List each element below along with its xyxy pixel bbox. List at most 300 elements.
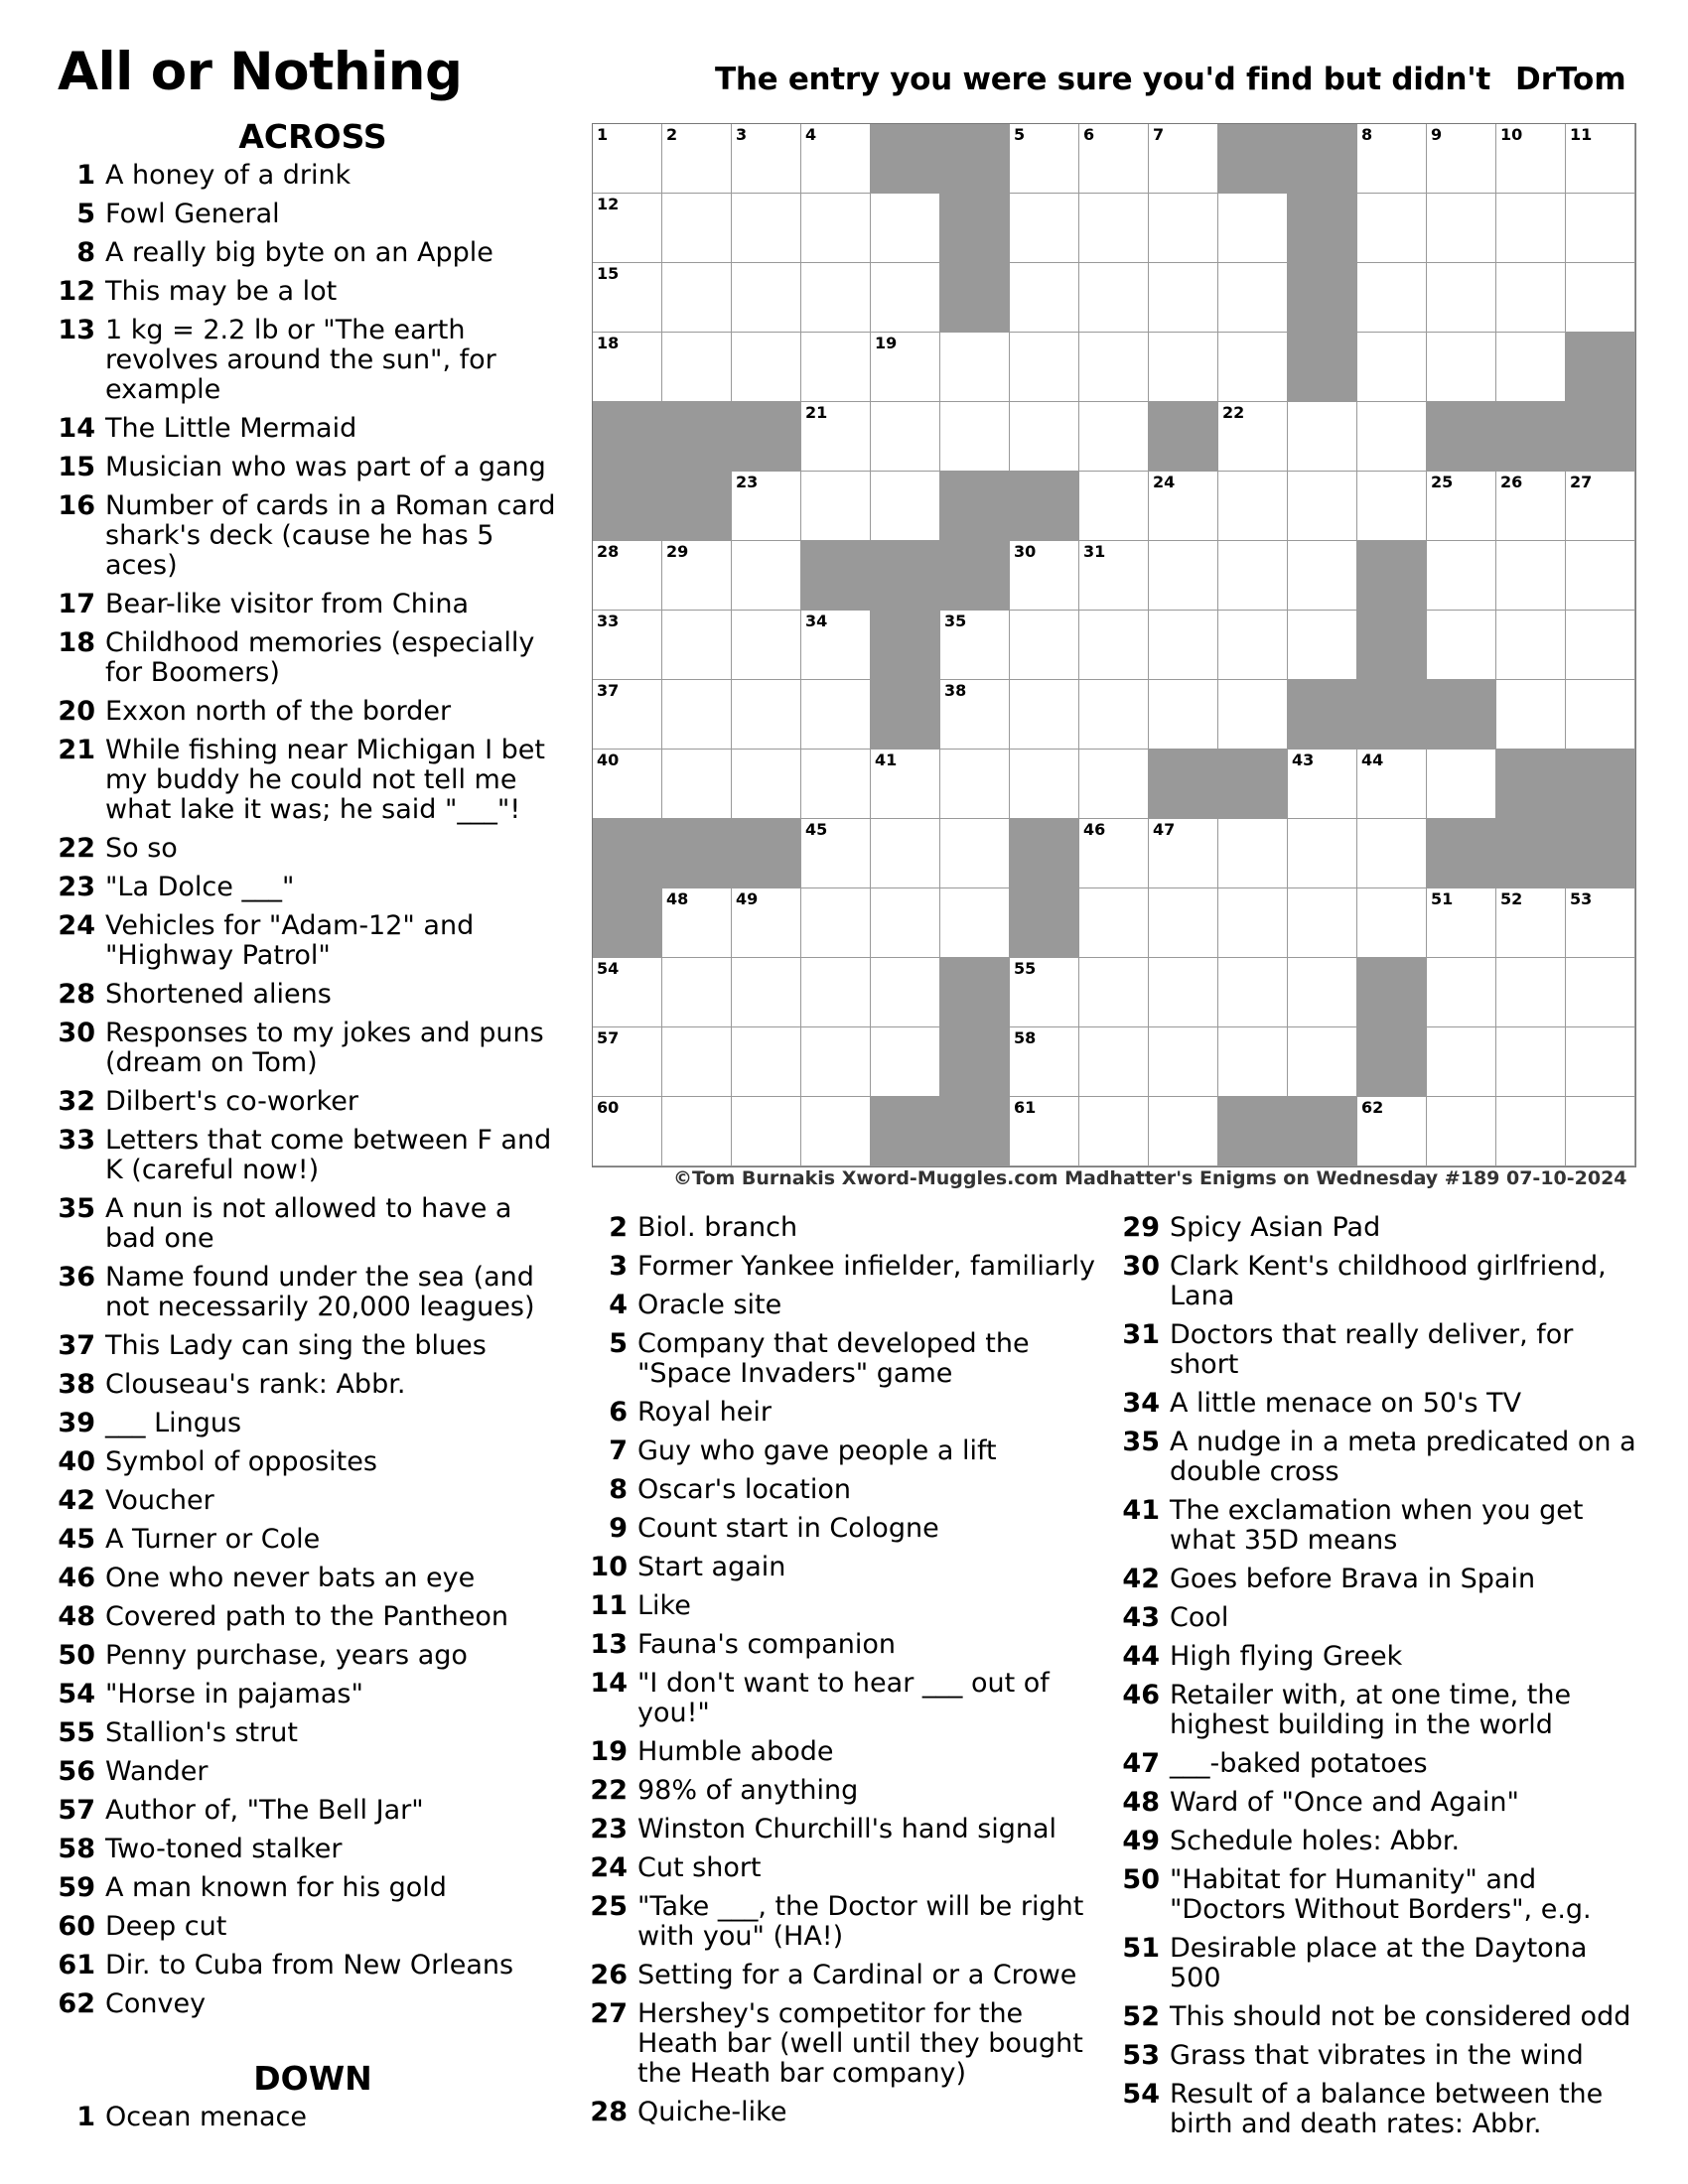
clue-number: 36 (58, 1262, 95, 1293)
grid-cell[interactable] (1496, 611, 1566, 680)
clue-text: Shortened aliens (105, 979, 332, 1010)
across-clue-17[interactable] (58, 590, 566, 619)
grid-cell[interactable] (593, 263, 662, 333)
across-clue-37[interactable] (58, 1331, 566, 1361)
down-clue-41[interactable] (1122, 1496, 1638, 1556)
grid-cell[interactable] (732, 958, 801, 1027)
down-clue-8[interactable] (590, 1475, 1096, 1505)
puzzle-subtitle: The entry you were sure you'd find but didn't (715, 62, 1490, 97)
grid-cell[interactable] (801, 680, 871, 750)
across-clue-39[interactable] (58, 1409, 566, 1438)
down-clue-46[interactable] (1122, 1681, 1638, 1740)
cell-number: 43 (1292, 751, 1315, 769)
across-clue-46[interactable] (58, 1564, 566, 1593)
grid-cell[interactable] (871, 333, 940, 402)
clue-text: Clark Kent's childhood girlfriend, Lana (1170, 1251, 1607, 1311)
grid-cell[interactable] (940, 333, 1010, 402)
grid-cell[interactable] (801, 194, 871, 263)
grid-cell[interactable] (1427, 888, 1496, 958)
grid-cell[interactable] (1079, 1097, 1149, 1166)
grid-cell[interactable] (1496, 888, 1566, 958)
grid-cell[interactable] (1427, 194, 1496, 263)
down-clue-43[interactable] (1122, 1603, 1638, 1633)
down-clue-50[interactable] (1122, 1865, 1638, 1925)
grid-cell[interactable] (1288, 819, 1357, 888)
grid-cell[interactable] (1010, 680, 1079, 750)
grid-cell[interactable] (871, 472, 940, 541)
down-clue-51[interactable] (1122, 1934, 1638, 1993)
grid-cell[interactable] (801, 333, 871, 402)
clue-text: 98% of anything (637, 1775, 859, 1806)
grid-cell[interactable] (1218, 611, 1288, 680)
grid-cell[interactable] (1218, 888, 1288, 958)
down-clue-24[interactable] (590, 1853, 1096, 1883)
across-clue-40[interactable] (58, 1447, 566, 1477)
grid-cell[interactable] (1288, 1027, 1357, 1097)
grid-cell[interactable] (1079, 263, 1149, 333)
clue-text: Wander (105, 1756, 209, 1787)
down-clue-28[interactable] (590, 2098, 1096, 2127)
across-clue-21[interactable] (58, 736, 566, 825)
down-clue-5[interactable] (590, 1329, 1096, 1389)
grid-cell[interactable] (1427, 263, 1496, 333)
grid-cell[interactable] (732, 263, 801, 333)
grid-cell[interactable] (732, 1027, 801, 1097)
grid-cell[interactable] (1427, 541, 1496, 611)
grid-cell[interactable] (1496, 263, 1566, 333)
across-clue-15[interactable] (58, 453, 566, 482)
grid-cell[interactable] (1218, 819, 1288, 888)
grid-cell[interactable] (1149, 888, 1218, 958)
clue-number: 15 (58, 452, 95, 482)
grid-cell[interactable] (1079, 402, 1149, 472)
clue-number: 35 (58, 1193, 95, 1224)
grid-cell[interactable] (940, 402, 1010, 472)
grid-cell[interactable] (1288, 750, 1357, 819)
down-clue-11[interactable] (590, 1591, 1096, 1621)
grid-cell[interactable] (1496, 680, 1566, 750)
grid-cell[interactable] (1566, 472, 1635, 541)
across-clue-55[interactable] (58, 1718, 566, 1748)
grid-cell[interactable] (593, 194, 662, 263)
grid-cell[interactable] (801, 1097, 871, 1166)
grid-cell[interactable] (1357, 750, 1427, 819)
clue-number: 40 (58, 1446, 95, 1477)
grid-cell[interactable] (1010, 958, 1079, 1027)
grid-cell[interactable] (1079, 472, 1149, 541)
across-clue-1[interactable] (58, 161, 566, 191)
down-clue-26[interactable] (590, 1961, 1096, 1990)
across-clue-28[interactable] (58, 980, 566, 1010)
clue-text: Voucher (105, 1485, 214, 1516)
grid-cell[interactable] (662, 124, 732, 194)
grid-cell[interactable] (662, 1027, 732, 1097)
grid-cell[interactable] (1357, 402, 1427, 472)
grid-cell[interactable] (1079, 819, 1149, 888)
grid-cell[interactable] (1357, 263, 1427, 333)
across-clue-42[interactable] (58, 1486, 566, 1516)
grid-cell[interactable] (593, 611, 662, 680)
down-clue-35[interactable] (1122, 1428, 1638, 1487)
grid-block (871, 541, 940, 611)
grid-cell[interactable] (801, 1027, 871, 1097)
down-clue-9[interactable] (590, 1514, 1096, 1544)
grid-cell[interactable] (1357, 333, 1427, 402)
grid-cell[interactable] (662, 1097, 732, 1166)
grid-block (1218, 1097, 1288, 1166)
down-clue-54[interactable] (1122, 2080, 1638, 2139)
grid-cell[interactable] (940, 611, 1010, 680)
grid-cell[interactable] (1010, 1027, 1079, 1097)
across-clue-50[interactable] (58, 1641, 566, 1671)
down-clue-31[interactable] (1122, 1320, 1638, 1380)
across-clue-24[interactable] (58, 911, 566, 971)
grid-cell[interactable] (1149, 680, 1218, 750)
across-clue-48[interactable] (58, 1602, 566, 1632)
down-clue-49[interactable] (1122, 1827, 1638, 1856)
down-clue-1[interactable] (58, 2103, 566, 2132)
cell-number: 5 (1014, 125, 1026, 144)
down-clue-53[interactable] (1122, 2041, 1638, 2071)
grid-cell[interactable] (1079, 611, 1149, 680)
across-clue-58[interactable] (58, 1835, 566, 1864)
grid-cell[interactable] (871, 750, 940, 819)
grid-cell[interactable] (662, 263, 732, 333)
down-clue-47[interactable] (1122, 1749, 1638, 1779)
grid-cell[interactable] (1218, 1027, 1288, 1097)
grid-cell[interactable] (1288, 402, 1357, 472)
grid-cell[interactable] (1496, 1027, 1566, 1097)
grid-cell[interactable] (1427, 472, 1496, 541)
clue-number: 28 (590, 2097, 628, 2127)
crossword-grid (592, 123, 1636, 1167)
down-clue-10[interactable] (590, 1553, 1096, 1582)
grid-cell[interactable] (593, 958, 662, 1027)
grid-cell[interactable] (871, 194, 940, 263)
down-clue-14[interactable] (590, 1669, 1096, 1728)
across-clue-33[interactable] (58, 1126, 566, 1185)
grid-cell[interactable] (1010, 611, 1079, 680)
grid-cell[interactable] (1357, 194, 1427, 263)
grid-cell[interactable] (940, 888, 1010, 958)
grid-cell[interactable] (1010, 194, 1079, 263)
grid-cell[interactable] (1566, 194, 1635, 263)
grid-cell[interactable] (1496, 541, 1566, 611)
clue-number: 58 (58, 1834, 95, 1864)
grid-cell[interactable] (662, 541, 732, 611)
grid-cell[interactable] (1149, 819, 1218, 888)
across-clue-20[interactable] (58, 697, 566, 727)
across-clue-54[interactable] (58, 1680, 566, 1709)
grid-block (1288, 263, 1357, 333)
grid-cell[interactable] (1496, 333, 1566, 402)
grid-cell[interactable] (801, 402, 871, 472)
grid-cell[interactable] (1079, 124, 1149, 194)
down-clue-4[interactable] (590, 1291, 1096, 1320)
grid-cell[interactable] (1427, 333, 1496, 402)
grid-cell[interactable] (1357, 472, 1427, 541)
grid-cell[interactable] (1566, 1027, 1635, 1097)
grid-cell[interactable] (1079, 680, 1149, 750)
down-clue-48[interactable] (1122, 1788, 1638, 1818)
grid-cell[interactable] (1079, 888, 1149, 958)
grid-cell[interactable] (1149, 263, 1218, 333)
grid-cell[interactable] (593, 541, 662, 611)
down-clue-list-col3 (1122, 1213, 1638, 2148)
grid-cell[interactable] (593, 680, 662, 750)
grid-cell[interactable] (801, 263, 871, 333)
across-clue-12[interactable] (58, 277, 566, 307)
down-clue-13[interactable] (590, 1630, 1096, 1660)
cell-number: 24 (1153, 473, 1176, 491)
down-clue-6[interactable] (590, 1398, 1096, 1428)
grid-cell[interactable] (1010, 124, 1079, 194)
grid-cell[interactable] (662, 680, 732, 750)
grid-cell[interactable] (1010, 402, 1079, 472)
grid-cell[interactable] (1496, 472, 1566, 541)
across-clue-list (58, 161, 566, 2028)
grid-cell[interactable] (940, 680, 1010, 750)
cell-number: 6 (1083, 125, 1095, 144)
grid-cell[interactable] (1149, 333, 1218, 402)
grid-cell[interactable] (1427, 750, 1496, 819)
grid-cell[interactable] (801, 819, 871, 888)
grid-cell[interactable] (1566, 888, 1635, 958)
grid-cell[interactable] (1566, 541, 1635, 611)
down-clue-23[interactable] (590, 1815, 1096, 1844)
across-clue-16[interactable] (58, 491, 566, 581)
grid-cell[interactable] (1288, 958, 1357, 1027)
grid-cell[interactable] (732, 194, 801, 263)
grid-cell[interactable] (871, 819, 940, 888)
grid-cell[interactable] (732, 750, 801, 819)
grid-cell[interactable] (801, 611, 871, 680)
across-clue-30[interactable] (58, 1019, 566, 1078)
across-clue-32[interactable] (58, 1087, 566, 1117)
grid-cell[interactable] (662, 333, 732, 402)
across-clue-8[interactable] (58, 238, 566, 268)
grid-cell[interactable] (1566, 124, 1635, 194)
clue-text: Desirable place at the Daytona 500 (1170, 1933, 1588, 1993)
across-clue-45[interactable] (58, 1525, 566, 1555)
grid-cell[interactable] (1149, 194, 1218, 263)
clue-number: 11 (590, 1590, 628, 1621)
across-clue-35[interactable] (58, 1194, 566, 1254)
grid-cell[interactable] (662, 750, 732, 819)
grid-cell[interactable] (801, 750, 871, 819)
grid-cell[interactable] (1496, 1097, 1566, 1166)
grid-cell[interactable] (1427, 958, 1496, 1027)
cell-number: 58 (1014, 1028, 1037, 1047)
grid-cell[interactable] (1218, 333, 1288, 402)
grid-cell[interactable] (1427, 124, 1496, 194)
down-clue-19[interactable] (590, 1737, 1096, 1767)
grid-cell[interactable] (1566, 958, 1635, 1027)
across-clue-23[interactable] (58, 873, 566, 902)
grid-cell[interactable] (662, 888, 732, 958)
clue-number: 61 (58, 1950, 95, 1980)
grid-cell[interactable] (1149, 611, 1218, 680)
down-clue-27[interactable] (590, 1999, 1096, 2089)
across-clue-5[interactable] (58, 200, 566, 229)
across-clue-57[interactable] (58, 1796, 566, 1826)
grid-cell[interactable] (940, 819, 1010, 888)
grid-cell[interactable] (662, 611, 732, 680)
clue-number: 24 (58, 910, 95, 941)
grid-cell[interactable] (1218, 402, 1288, 472)
grid-cell[interactable] (1357, 1097, 1427, 1166)
grid-block (593, 472, 662, 541)
grid-block (1288, 333, 1357, 402)
grid-cell[interactable] (871, 402, 940, 472)
grid-block (1357, 680, 1427, 750)
grid-cell[interactable] (1010, 1097, 1079, 1166)
across-clue-36[interactable] (58, 1263, 566, 1322)
clue-number: 42 (1122, 1564, 1160, 1594)
across-clue-22[interactable] (58, 834, 566, 864)
grid-cell[interactable] (1427, 1027, 1496, 1097)
across-clue-60[interactable] (58, 1912, 566, 1942)
down-clue-42[interactable] (1122, 1565, 1638, 1594)
grid-cell[interactable] (1566, 263, 1635, 333)
grid-cell[interactable] (801, 472, 871, 541)
down-clue-34[interactable] (1122, 1389, 1638, 1419)
grid-cell[interactable] (732, 888, 801, 958)
grid-cell[interactable] (1079, 1027, 1149, 1097)
grid-cell[interactable] (801, 958, 871, 1027)
grid-cell[interactable] (1288, 611, 1357, 680)
down-clue-3[interactable] (590, 1252, 1096, 1282)
grid-cell[interactable] (1566, 680, 1635, 750)
grid-cell[interactable] (1218, 194, 1288, 263)
grid-cell[interactable] (1357, 124, 1427, 194)
across-clue-61[interactable] (58, 1951, 566, 1980)
grid-block (593, 819, 662, 888)
grid-cell[interactable] (1079, 750, 1149, 819)
grid-cell[interactable] (593, 1027, 662, 1097)
grid-cell[interactable] (1357, 888, 1427, 958)
clue-text: The exclamation when you get what 35D means (1170, 1495, 1584, 1556)
clue-text: Start again (637, 1552, 786, 1582)
cell-number: 52 (1500, 889, 1523, 908)
grid-cell[interactable] (1496, 958, 1566, 1027)
across-clue-13[interactable] (58, 316, 566, 405)
grid-cell[interactable] (1218, 541, 1288, 611)
grid-cell[interactable] (1357, 819, 1427, 888)
grid-block (1357, 611, 1427, 680)
grid-cell[interactable] (1149, 472, 1218, 541)
grid-cell[interactable] (1288, 541, 1357, 611)
grid-cell[interactable] (732, 472, 801, 541)
down-clue-30[interactable] (1122, 1252, 1638, 1311)
cell-number: 53 (1570, 889, 1593, 908)
clue-text: Childhood memories (especially for Boomers) (105, 627, 535, 688)
clue-text: Dilbert's co-worker (105, 1086, 358, 1117)
grid-cell[interactable] (1149, 541, 1218, 611)
grid-cell[interactable] (662, 194, 732, 263)
grid-cell[interactable] (732, 611, 801, 680)
grid-cell[interactable] (1218, 263, 1288, 333)
grid-cell[interactable] (1427, 611, 1496, 680)
grid-cell[interactable] (593, 124, 662, 194)
cell-number: 15 (597, 264, 620, 283)
grid-cell[interactable] (732, 1097, 801, 1166)
grid-cell[interactable] (593, 1097, 662, 1166)
down-clue-52[interactable] (1122, 2002, 1638, 2032)
grid-cell[interactable] (940, 750, 1010, 819)
grid-cell[interactable] (1288, 888, 1357, 958)
across-clue-62[interactable] (58, 1989, 566, 2019)
grid-cell[interactable] (1079, 958, 1149, 1027)
grid-cell[interactable] (1566, 611, 1635, 680)
grid-cell[interactable] (1496, 194, 1566, 263)
grid-block (1010, 888, 1079, 958)
down-clue-25[interactable] (590, 1892, 1096, 1952)
down-clue-7[interactable] (590, 1436, 1096, 1466)
grid-cell[interactable] (1496, 124, 1566, 194)
grid-cell[interactable] (1218, 680, 1288, 750)
grid-cell[interactable] (1566, 1097, 1635, 1166)
grid-cell[interactable] (593, 750, 662, 819)
clue-text: Royal heir (637, 1397, 772, 1428)
clue-number: 14 (58, 413, 95, 444)
grid-cell[interactable] (1010, 750, 1079, 819)
down-clue-44[interactable] (1122, 1642, 1638, 1672)
clue-text: So so (105, 833, 178, 864)
across-clue-59[interactable] (58, 1873, 566, 1903)
down-clue-2[interactable] (590, 1213, 1096, 1243)
grid-cell[interactable] (662, 958, 732, 1027)
grid-cell[interactable] (871, 263, 940, 333)
grid-cell[interactable] (593, 333, 662, 402)
grid-cell[interactable] (1079, 194, 1149, 263)
down-clue-29[interactable] (1122, 1213, 1638, 1243)
across-clue-56[interactable] (58, 1757, 566, 1787)
grid-cell[interactable] (801, 888, 871, 958)
grid-cell[interactable] (871, 958, 940, 1027)
grid-cell[interactable] (1149, 1097, 1218, 1166)
across-clue-38[interactable] (58, 1370, 566, 1400)
clue-text: Hershey's competitor for the Heath bar (well until they bought the Heath bar company) (637, 1998, 1083, 2089)
grid-cell[interactable] (1149, 124, 1218, 194)
grid-cell[interactable] (1288, 472, 1357, 541)
down-clue-22[interactable] (590, 1776, 1096, 1806)
grid-cell[interactable] (1010, 541, 1079, 611)
cell-number: 1 (597, 125, 609, 144)
grid-cell[interactable] (732, 124, 801, 194)
grid-cell[interactable] (1010, 263, 1079, 333)
grid-cell[interactable] (1218, 472, 1288, 541)
grid-cell[interactable] (1079, 333, 1149, 402)
grid-cell[interactable] (1149, 958, 1218, 1027)
clue-number: 14 (590, 1668, 628, 1699)
grid-cell[interactable] (801, 124, 871, 194)
grid-cell[interactable] (1218, 958, 1288, 1027)
clue-number: 23 (58, 872, 95, 902)
across-clue-14[interactable] (58, 414, 566, 444)
grid-cell[interactable] (871, 1027, 940, 1097)
grid-cell[interactable] (1149, 1027, 1218, 1097)
grid-cell[interactable] (1427, 1097, 1496, 1166)
across-clue-18[interactable] (58, 628, 566, 688)
grid-cell[interactable] (732, 680, 801, 750)
grid-block (662, 402, 732, 472)
grid-cell[interactable] (732, 541, 801, 611)
grid-cell[interactable] (1079, 541, 1149, 611)
grid-cell[interactable] (871, 888, 940, 958)
grid-cell[interactable] (1010, 333, 1079, 402)
grid-cell[interactable] (732, 333, 801, 402)
